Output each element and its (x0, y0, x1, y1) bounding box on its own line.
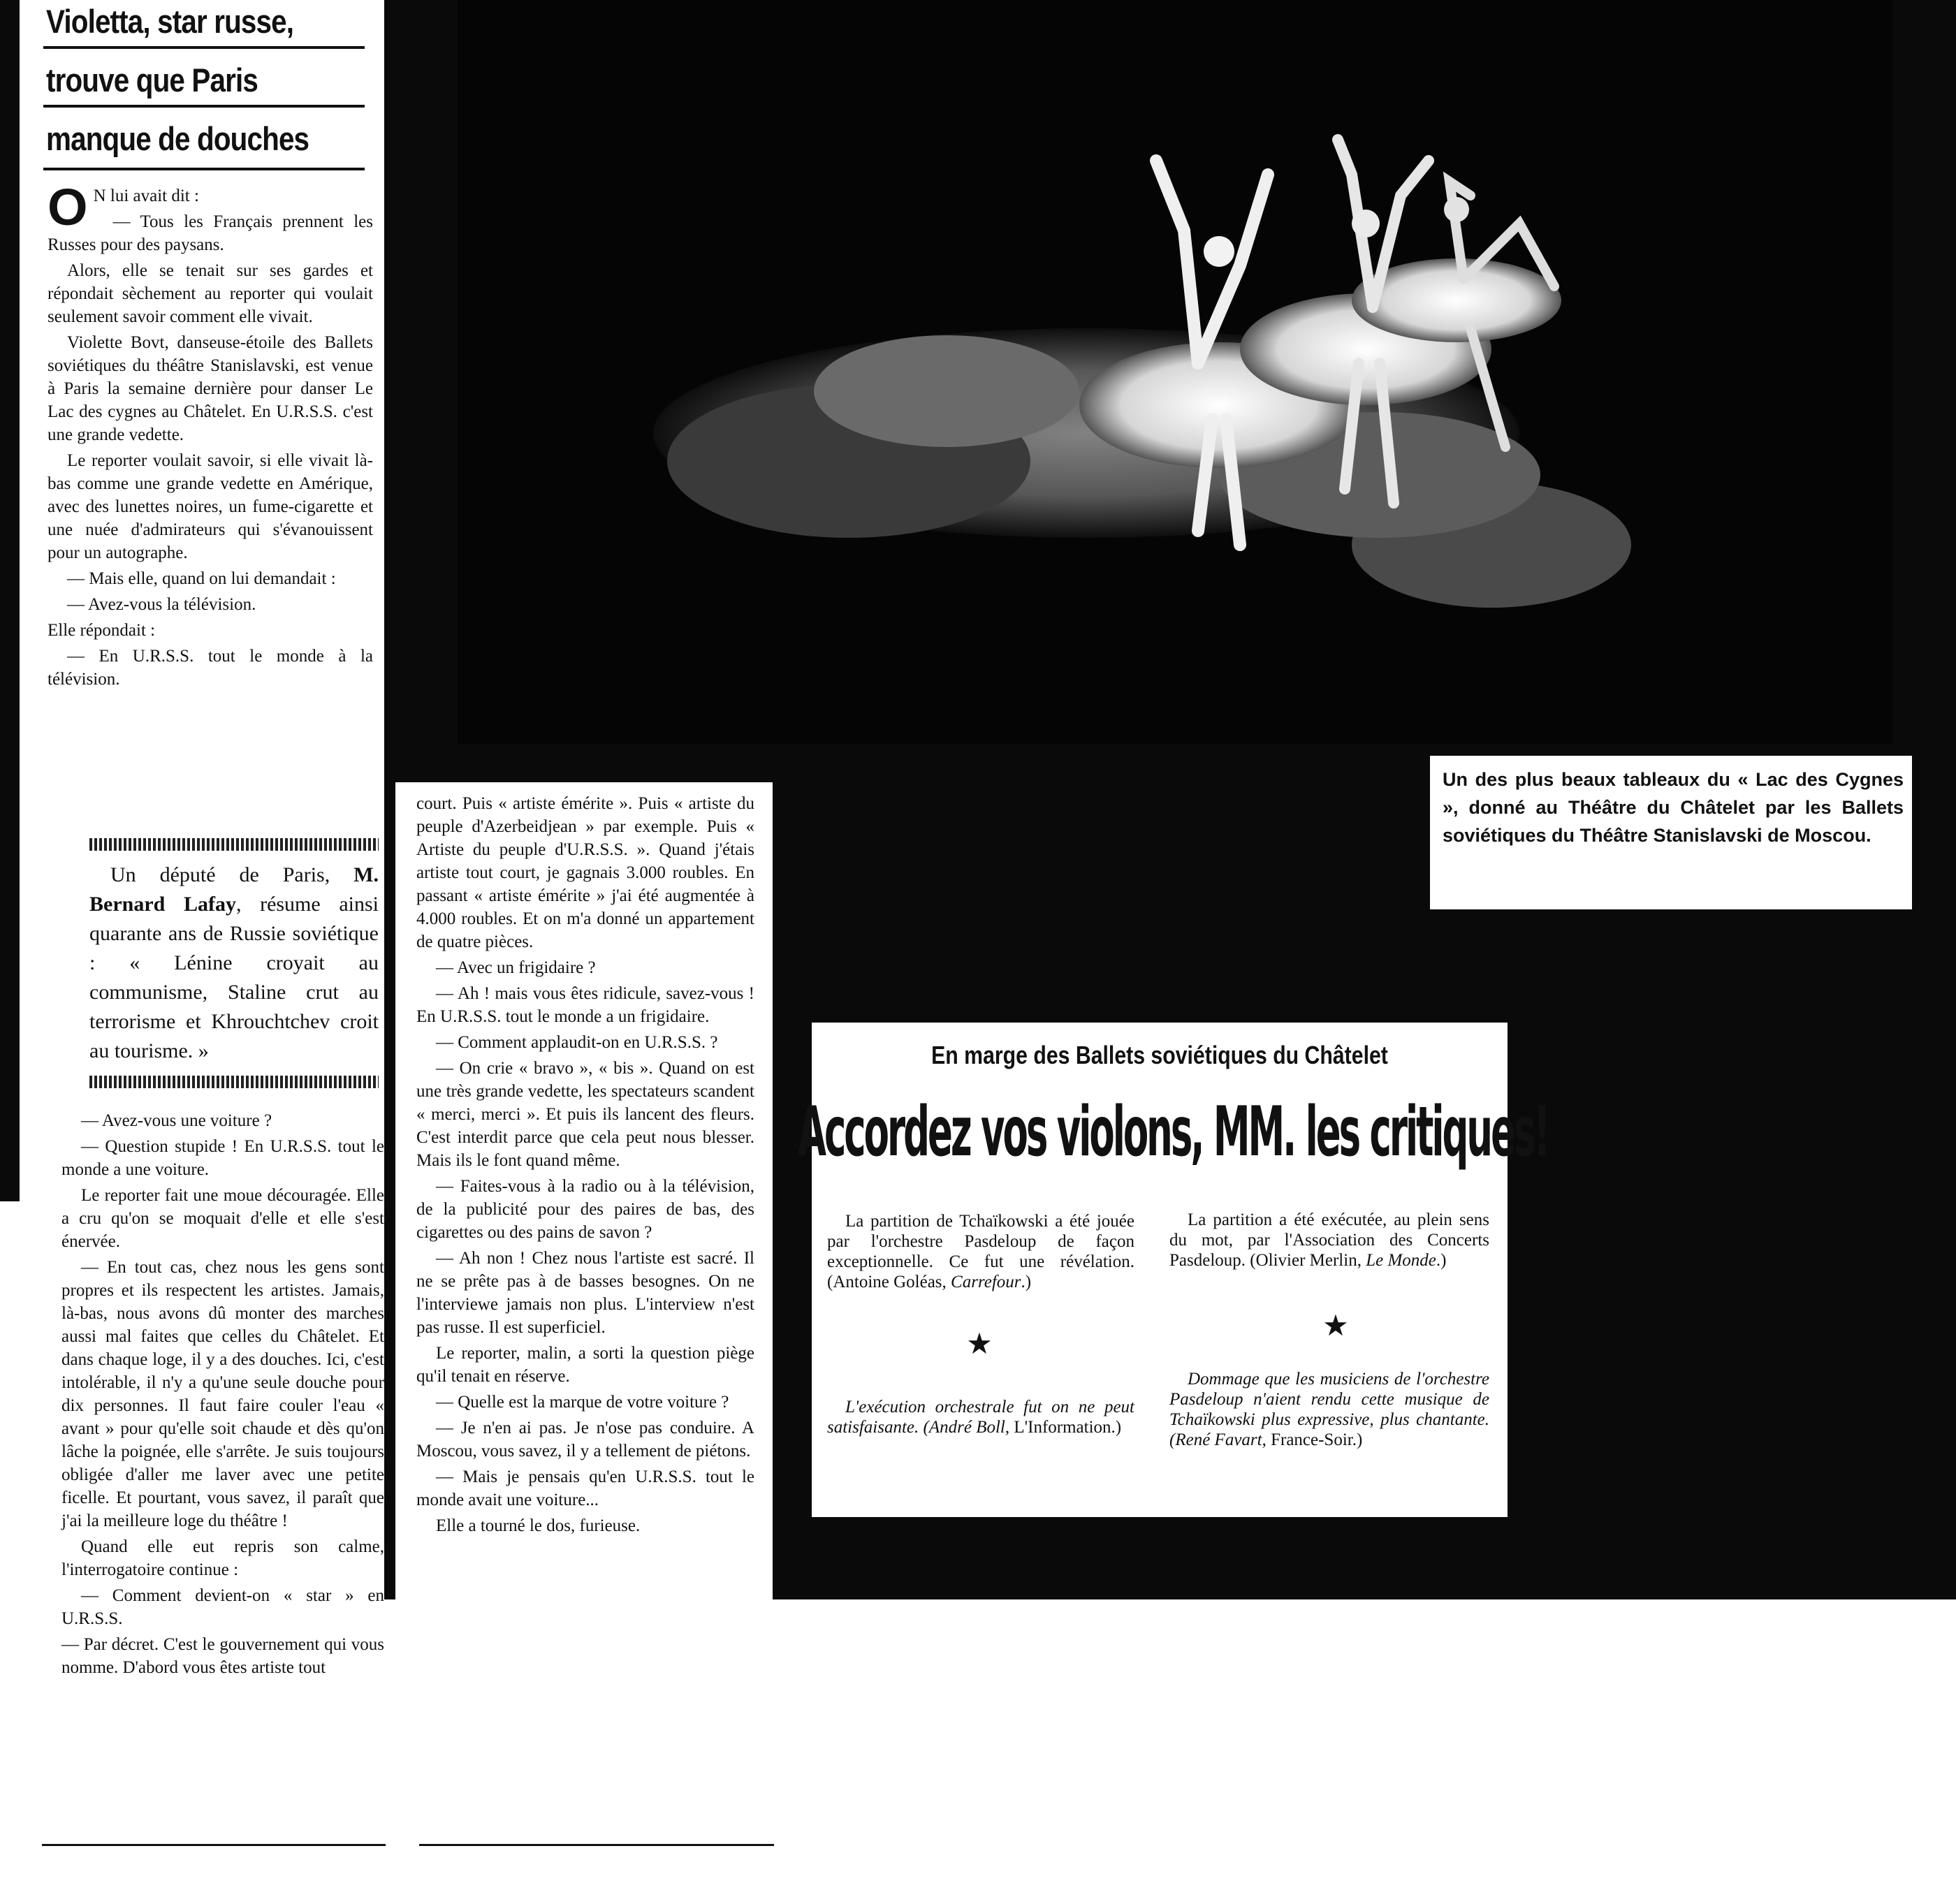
article-paragraph: court. Puis « artiste émérite ». Puis « artiste du peuple d'Azerbeidjean » par exemple. Puis « Artiste du peuple d'U.R.S.S. ». Quand j'étais artiste tout court, je gagnais 3.000 roubles. En passant « artiste émérite » j'ai été augmentée à 4.000 roubles. Et on m'a donné un appartement de quatre pièces. (416, 794, 754, 951)
quote-divider-bottom (89, 1076, 379, 1088)
head-3 (1444, 197, 1469, 222)
critic-quote-text: Dommage que les musiciens de l'orchestre Pasdeloup n'aient rendu cette musique de Tchaïkowski plus expressive, plus chantante. ( (1169, 1370, 1489, 1449)
article-paragraph: — Quelle est la marque de votre voiture ? (436, 1393, 729, 1412)
star-separator-right: ★ (1322, 1310, 1349, 1342)
critic-quote-text: La partition de Tchaïkowski a été jouée par l'orchestre Pasdeloup de façon exceptionnelle. Ce fut une révélation. (Antoine Goléas, (827, 1212, 1134, 1291)
critic-quote-merlin (1169, 1210, 1489, 1270)
article-paragraph: — Ah non ! Chez nous l'artiste est sacré. Il ne se prête pas à de basses besognes. On ne l'interviewe jamais non plus. L'interview n'est pas russe. Il est superficiel. (416, 1249, 754, 1337)
article-paragraph: Elle répondait : (48, 621, 156, 640)
article-paragraph: — Comment devient-on « star » en U.R.S.S. (61, 1586, 384, 1628)
critic-quote-favart (1169, 1369, 1489, 1450)
article-paragraph: Le reporter fait une moue découragée. Elle a cru qu'on se moquait d'elle et elle s'est énervée. (61, 1186, 384, 1251)
critic-quote-end: , L'Information.) (1005, 1418, 1122, 1437)
quote-lead: Un député de Paris, (110, 863, 330, 886)
star-separator-left: ★ (966, 1328, 993, 1361)
column-2-bottom-rule (419, 1844, 774, 1846)
critic-quote-text: La partition a été exécutée, au plein sens du mot, par l'Association des Concerts Pasdeloup. (Olivier Merlin, (1169, 1210, 1489, 1270)
article-paragraph: — On crie « bravo », « bis ». Quand on est une très grande vedette, les spectateurs scandent « merci, merci ». Et puis ils lancent des fleurs. C'est interdit parce que cela peut nous blesser. Mais ils le font quand même. (416, 1059, 754, 1170)
critics-kicker: En marge des Ballets soviétiques du Châtelet (931, 1041, 1388, 1069)
quote-name: M. Bernard Lafay (89, 863, 379, 916)
headline-rule-2 (43, 105, 365, 108)
quote-text (89, 861, 379, 1066)
article-paragraph: Le reporter voulait savoir, si elle vivait là-bas comme une grande vedette en Amérique, avec des lunettes noires, un fume-cigarette et une nuée d'admirateurs qui s'évanouissent pour un autographe. (48, 451, 373, 562)
article-column-1 (48, 178, 373, 694)
critic-author: René Favart (1175, 1430, 1262, 1449)
critics-title: Accordez vos violons, MM. les critiques! (798, 1092, 1549, 1172)
quote-box (89, 838, 379, 1088)
dropcap: O (48, 178, 88, 236)
ballet-photo (458, 0, 1893, 744)
article-paragraph: — Question stupide ! En U.R.S.S. tout le monde a une voiture. (61, 1137, 384, 1179)
critic-author: André Boll (928, 1418, 1005, 1437)
article-paragraph: — En tout cas, chez nous les gens sont propres et ils respectent les artistes. Jamais, là-bas, nous avons dû monter des marches aussi mal faites que celles du Châtelet. Et dans chaque loge, il y a des douches. Ici, c'est intolérable, il n'y a qu'une seule douche pour dix personnes. Il faut faire couler l'eau « avant » pour qu'elle soit chaude et dès qu'on lâche la poignée, elle s'arrête. Je suis toujours obligée d'aller me laver avec une petite ficelle. Et pourtant, vous savez, il paraît que j'ai la meilleure loge du théâtre ! (61, 1258, 384, 1530)
foliage-left-2 (814, 335, 1079, 447)
quote-divider-top (89, 838, 379, 851)
article-paragraph: — Mais elle, quand on lui demandait : (67, 569, 336, 588)
article-paragraph: — Tous les Français prennent les Russes pour des paysans. (48, 212, 373, 254)
article-paragraph: — Mais je pensais qu'en U.R.S.S. tout le monde avait une voiture... (416, 1467, 754, 1509)
article-paragraph: — En U.R.S.S. tout le monde à la télévision. (48, 647, 373, 689)
article-paragraph: Alors, elle se tenait sur ses gardes et répondait sèchement au reporter qui voulait seulement savoir comment elle vivait. (48, 261, 373, 326)
article-paragraph: — Avec un frigidaire ? (436, 958, 596, 977)
headline-line-1: Violetta, star russe, (46, 3, 294, 40)
article-paragraph: Quand elle eut repris son calme, l'interrogatoire continue : (61, 1537, 384, 1579)
headline-rule-1 (43, 46, 365, 49)
critic-quote-end: .) (1021, 1273, 1032, 1291)
article-paragraph: Le reporter, malin, a sorti la question piège qu'il tenait en réserve. (416, 1344, 754, 1386)
article-paragraph: — Par décret. C'est le gouvernement qui vous nomme. D'abord vous êtes artiste tout (61, 1635, 384, 1677)
article-opening: N lui avait dit : (93, 186, 199, 205)
critic-source: Le Monde (1366, 1251, 1436, 1270)
head-2 (1352, 210, 1380, 237)
headline-rule-3 (43, 168, 365, 170)
ballet-illustration (458, 0, 1893, 744)
critic-quote-boll (827, 1397, 1134, 1437)
critic-quote-end: , France-Soir.) (1262, 1430, 1363, 1449)
article-paragraph: — Comment applaudit-on en U.R.S.S. ? (436, 1033, 718, 1052)
head-1 (1204, 236, 1234, 267)
article-paragraph: — Je n'en ai pas. Je n'ose pas conduire. A Moscou, vous savez, il y a tellement de piétons. (416, 1419, 754, 1460)
article-paragraph: — Faites-vous à la radio ou à la télévision, de la publicité pour des paires de bas, des cigarettes ou des pains de savon ? (416, 1177, 754, 1242)
dark-strip-left (0, 0, 20, 1201)
photo-caption: Un des plus beaux tableaux du « Lac des Cygnes », donné au Théâtre du Châtelet par les Ballets soviétiques du Théâtre Stanislavski de Moscou. (1443, 769, 1904, 846)
headline-line-2: trouve que Paris (46, 61, 258, 98)
article-paragraph: — Ah ! mais vous êtes ridicule, savez-vous ! En U.R.S.S. tout le monde a un frigidaire. (416, 984, 754, 1026)
critic-source: Carrefour (951, 1273, 1021, 1291)
photo-caption-box (1430, 756, 1912, 909)
critics-box (798, 1023, 1549, 1517)
critic-quote-goleas (827, 1211, 1134, 1292)
quote-rest: , résume ainsi quarante ans de Russie soviétique : « Lénine croyait au communisme, Staline crut au terrorisme et Khrouchtchev croit au tourisme. » (89, 893, 379, 1062)
headline-line-3: manque de douches (46, 120, 309, 157)
article-column-2 (416, 792, 754, 1540)
article-paragraph: — Avez-vous une voiture ? (81, 1111, 272, 1130)
article-paragraph: — Avez-vous la télévision. (67, 595, 256, 614)
article-paragraph: Violette Bovt, danseuse-étoile des Ballets soviétiques du théâtre Stanislavski, est venue à Paris la semaine dernière pour danser Le Lac des cygnes au Châtelet. En U.R.S.S. c'est une grande vedette. (48, 333, 373, 444)
critic-quote-end: .) (1436, 1251, 1447, 1270)
column-1-bottom-rule (42, 1844, 386, 1846)
article-column-1b (61, 1109, 384, 1682)
article-paragraph: Elle a tourné le dos, furieuse. (436, 1516, 641, 1535)
critic-quote-text: L'exécution orchestrale fut on ne peut satisfaisante. ( (827, 1398, 1134, 1437)
